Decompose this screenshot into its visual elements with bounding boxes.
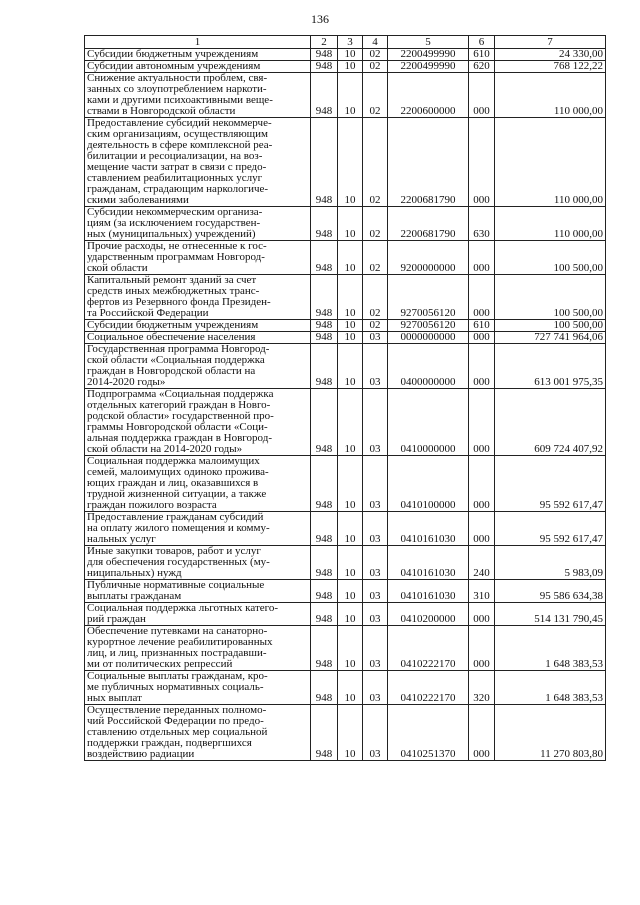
ministry-code-cell: 948 <box>311 61 338 73</box>
amount-cell: 100 500,00 <box>495 275 606 320</box>
table-row <box>85 61 606 73</box>
row-name-cell: Социальная поддержка льготных катего- рий граждан <box>85 603 311 626</box>
section-code-cell: 10 <box>338 456 363 512</box>
row-name-cell: Публичные нормативные социальные выплаты гражданам <box>85 580 311 603</box>
ministry-code-cell: 948 <box>311 207 338 241</box>
expense-type-code-cell: 000 <box>469 603 495 626</box>
table-row <box>85 73 606 118</box>
target-article-code-cell: 0000000000 <box>388 332 469 344</box>
header-row <box>85 36 606 49</box>
row-name-cell: Субсидии автономным учреждениям <box>85 61 311 73</box>
target-article-code-cell: 2200499990 <box>388 61 469 73</box>
section-code-cell: 10 <box>338 546 363 580</box>
page-number: 136 <box>311 12 329 26</box>
row-name-cell: Осуществление переданных полномо- чий Российской Федерации по предо- ставлению отдельных мер социальной поддержки граждан, подвергшихся воздействию радиации <box>85 705 311 761</box>
amount-cell: 95 592 617,47 <box>495 512 606 546</box>
ministry-code-cell: 948 <box>311 344 338 389</box>
subsection-code-cell: 03 <box>363 705 388 761</box>
table-row <box>85 671 606 705</box>
amount-cell: 110 000,00 <box>495 73 606 118</box>
target-article-code-cell: 9200000000 <box>388 241 469 275</box>
section-code-cell: 10 <box>338 705 363 761</box>
subsection-code-cell: 02 <box>363 61 388 73</box>
expense-type-code-cell: 000 <box>469 512 495 546</box>
section-code-cell: 10 <box>338 320 363 332</box>
section-code-cell: 10 <box>338 332 363 344</box>
expense-type-code-cell: 000 <box>469 344 495 389</box>
table-row <box>85 275 606 320</box>
target-article-code-cell: 0410161030 <box>388 546 469 580</box>
section-code-cell: 10 <box>338 626 363 671</box>
amount-cell: 613 001 975,35 <box>495 344 606 389</box>
row-name-cell: Предоставление субсидий некоммерче- ским организациям, осуществляющим деятельность в сфере комплексной реа- билитации и ресоциализации, на воз- мещение части затрат в связи с предо- ставлением реабилитационных услуг гражданам, страдающим наркологиче- скими заболеваниями <box>85 118 311 207</box>
table-row <box>85 118 606 207</box>
target-article-code-cell: 0410161030 <box>388 512 469 546</box>
column-header: 5 <box>388 36 469 49</box>
column-header: 4 <box>363 36 388 49</box>
ministry-code-cell: 948 <box>311 389 338 456</box>
row-name-cell: Снижение актуальности проблем, свя- занных со злоупотреблением наркоти- ками и другими психоактивными веще- ствами в Новгородской области <box>85 73 311 118</box>
subsection-code-cell: 02 <box>363 73 388 118</box>
subsection-code-cell: 02 <box>363 207 388 241</box>
ministry-code-cell: 948 <box>311 546 338 580</box>
expense-type-code-cell: 240 <box>469 546 495 580</box>
amount-cell: 100 500,00 <box>495 241 606 275</box>
subsection-code-cell: 03 <box>363 332 388 344</box>
target-article-code-cell: 2200681790 <box>388 118 469 207</box>
amount-cell: 727 741 964,06 <box>495 332 606 344</box>
ministry-code-cell: 948 <box>311 603 338 626</box>
table-row <box>85 626 606 671</box>
table-row <box>85 332 606 344</box>
target-article-code-cell: 0410222170 <box>388 671 469 705</box>
column-header: 1 <box>85 36 311 49</box>
section-code-cell: 10 <box>338 207 363 241</box>
amount-cell: 24 330,00 <box>495 49 606 61</box>
ministry-code-cell: 948 <box>311 332 338 344</box>
subsection-code-cell: 03 <box>363 512 388 546</box>
amount-cell: 514 131 790,45 <box>495 603 606 626</box>
subsection-code-cell: 02 <box>363 241 388 275</box>
amount-cell: 95 586 634,38 <box>495 580 606 603</box>
table-row <box>85 389 606 456</box>
column-header: 7 <box>495 36 606 49</box>
expense-type-code-cell: 000 <box>469 456 495 512</box>
target-article-code-cell: 2200600000 <box>388 73 469 118</box>
subsection-code-cell: 03 <box>363 671 388 705</box>
column-header: 6 <box>469 36 495 49</box>
ministry-code-cell: 948 <box>311 705 338 761</box>
section-code-cell: 10 <box>338 389 363 456</box>
ministry-code-cell: 948 <box>311 626 338 671</box>
table-row <box>85 49 606 61</box>
table-body <box>85 49 606 761</box>
expense-type-code-cell: 000 <box>469 626 495 671</box>
expense-type-code-cell: 000 <box>469 118 495 207</box>
ministry-code-cell: 948 <box>311 320 338 332</box>
ministry-code-cell: 948 <box>311 73 338 118</box>
table-row <box>85 320 606 332</box>
row-name-cell: Прочие расходы, не отнесенные к гос- ударственным программам Новгород- ской области <box>85 241 311 275</box>
subsection-code-cell: 02 <box>363 49 388 61</box>
amount-cell: 110 000,00 <box>495 118 606 207</box>
row-name-cell: Обеспечение путевками на санаторно- курортное лечение реабилитированных лиц, и лиц, признанных пострадавши- ми от политических репрессий <box>85 626 311 671</box>
table-row <box>85 580 606 603</box>
amount-cell: 110 000,00 <box>495 207 606 241</box>
expense-type-code-cell: 000 <box>469 705 495 761</box>
amount-cell: 95 592 617,47 <box>495 456 606 512</box>
expense-type-code-cell: 000 <box>469 389 495 456</box>
row-name-cell: Государственная программа Новгород- ской области «Социальная поддержка граждан в Новгородской области на 2014-2020 годы» <box>85 344 311 389</box>
ministry-code-cell: 948 <box>311 118 338 207</box>
target-article-code-cell: 0410161030 <box>388 580 469 603</box>
amount-cell: 768 122,22 <box>495 61 606 73</box>
amount-cell: 1 648 383,53 <box>495 626 606 671</box>
amount-cell: 11 270 803,80 <box>495 705 606 761</box>
target-article-code-cell: 0410100000 <box>388 456 469 512</box>
amount-cell: 100 500,00 <box>495 320 606 332</box>
table-row <box>85 603 606 626</box>
row-name-cell: Капитальный ремонт зданий за счет средств иных межбюджетных транс- фертов из Резервного фонда Президен- та Российской Федерации <box>85 275 311 320</box>
expense-type-code-cell: 630 <box>469 207 495 241</box>
ministry-code-cell: 948 <box>311 512 338 546</box>
section-code-cell: 10 <box>338 671 363 705</box>
target-article-code-cell: 0410200000 <box>388 603 469 626</box>
row-name-cell: Предоставление гражданам субсидий на оплату жилого помещения и комму- нальных услуг <box>85 512 311 546</box>
subsection-code-cell: 02 <box>363 118 388 207</box>
table-row <box>85 207 606 241</box>
ministry-code-cell: 948 <box>311 456 338 512</box>
expense-type-code-cell: 000 <box>469 73 495 118</box>
section-code-cell: 10 <box>338 49 363 61</box>
row-name-cell: Субсидии некоммерческим организа- циям (за исключением государствен- ных (муниципальных) учреждений) <box>85 207 311 241</box>
ministry-code-cell: 948 <box>311 241 338 275</box>
expense-type-code-cell: 000 <box>469 275 495 320</box>
table-row <box>85 705 606 761</box>
ministry-code-cell: 948 <box>311 49 338 61</box>
column-header: 3 <box>338 36 363 49</box>
target-article-code-cell: 0410251370 <box>388 705 469 761</box>
row-name-cell: Социальная поддержка малоимущих семей, малоимущих одиноко прожива- ющих граждан и лиц, оказавшихся в трудной жизненной ситуации, а также граждан пожилого возраста <box>85 456 311 512</box>
row-name-cell: Социальные выплаты гражданам, кро- ме публичных нормативных социаль- ных выплат <box>85 671 311 705</box>
expense-type-code-cell: 320 <box>469 671 495 705</box>
row-name-cell: Социальное обеспечение населения <box>85 332 311 344</box>
row-name-cell: Субсидии бюджетным учреждениям <box>85 320 311 332</box>
subsection-code-cell: 03 <box>363 603 388 626</box>
section-code-cell: 10 <box>338 603 363 626</box>
section-code-cell: 10 <box>338 73 363 118</box>
subsection-code-cell: 03 <box>363 546 388 580</box>
subsection-code-cell: 03 <box>363 626 388 671</box>
amount-cell: 609 724 407,92 <box>495 389 606 456</box>
expense-type-code-cell: 620 <box>469 61 495 73</box>
expense-type-code-cell: 000 <box>469 332 495 344</box>
table-row <box>85 344 606 389</box>
ministry-code-cell: 948 <box>311 275 338 320</box>
table-row <box>85 546 606 580</box>
target-article-code-cell: 0410222170 <box>388 626 469 671</box>
expense-type-code-cell: 000 <box>469 241 495 275</box>
expense-type-code-cell: 610 <box>469 320 495 332</box>
target-article-code-cell: 0410000000 <box>388 389 469 456</box>
section-code-cell: 10 <box>338 512 363 546</box>
row-name-cell: Иные закупки товаров, работ и услуг для обеспечения государственных (му- ниципальных) нужд <box>85 546 311 580</box>
target-article-code-cell: 2200681790 <box>388 207 469 241</box>
subsection-code-cell: 03 <box>363 580 388 603</box>
table-row <box>85 456 606 512</box>
section-code-cell: 10 <box>338 275 363 320</box>
amount-cell: 1 648 383,53 <box>495 671 606 705</box>
ministry-code-cell: 948 <box>311 580 338 603</box>
subsection-code-cell: 03 <box>363 344 388 389</box>
target-article-code-cell: 2200499990 <box>388 49 469 61</box>
subsection-code-cell: 02 <box>363 275 388 320</box>
target-article-code-cell: 9270056120 <box>388 275 469 320</box>
target-article-code-cell: 0400000000 <box>388 344 469 389</box>
row-name-cell: Субсидии бюджетным учреждениям <box>85 49 311 61</box>
expense-type-code-cell: 610 <box>469 49 495 61</box>
subsection-code-cell: 02 <box>363 320 388 332</box>
column-header: 2 <box>311 36 338 49</box>
section-code-cell: 10 <box>338 118 363 207</box>
table-row <box>85 512 606 546</box>
subsection-code-cell: 03 <box>363 389 388 456</box>
budget-table <box>84 35 606 761</box>
section-code-cell: 10 <box>338 241 363 275</box>
ministry-code-cell: 948 <box>311 671 338 705</box>
section-code-cell: 10 <box>338 61 363 73</box>
row-name-cell: Подпрограмма «Социальная поддержка отдельных категорий граждан в Новго- родской области» государственной про- граммы Новгородской области «Соци- альная поддержка граждан в Новгород- ской области на 2014-2020 годы» <box>85 389 311 456</box>
table-row <box>85 241 606 275</box>
section-code-cell: 10 <box>338 344 363 389</box>
target-article-code-cell: 9270056120 <box>388 320 469 332</box>
expense-type-code-cell: 310 <box>469 580 495 603</box>
section-code-cell: 10 <box>338 580 363 603</box>
amount-cell: 5 983,09 <box>495 546 606 580</box>
subsection-code-cell: 03 <box>363 456 388 512</box>
